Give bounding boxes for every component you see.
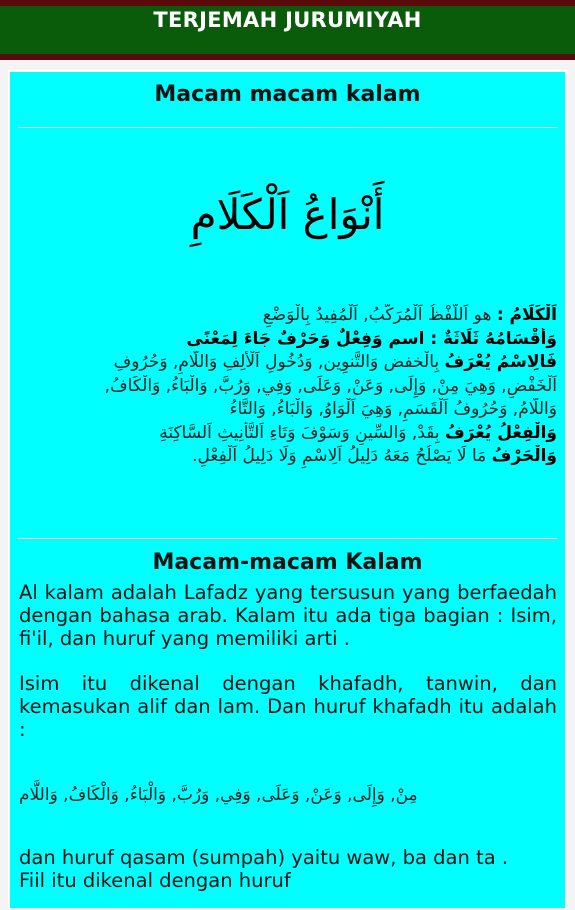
arabic-line: وَأَقْسَامُهُ ثَلَاثَةٌ : اسم وَفِعْلٌ وَحَرْفٌ جَاءَ لِمَعْنًى (186, 328, 557, 349)
arabic-line: وَاللَّامُ, وَحُرُوفُ اَلْقَسَمِ, وَهِيَ اَلْوَاوُ, وَالْبَاءُ, وَالتَّاءُ (229, 399, 557, 419)
paragraph: Fiil itu dikenal dengan huruf (19, 869, 291, 892)
app-bar (0, 0, 575, 60)
arabic-line: فَالِاسْمُ يُعْرَفُ بِالْخفض وَالتَّنوِين, وَدُخُولِ اَلْأَلِفِ وَاللَّامِ, وَحُرُوفِ (113, 352, 557, 372)
arabic-text-block (20, 304, 557, 469)
section-heading-1: Macam macam kalam (154, 82, 421, 107)
paragraph: Al kalam adalah Lafadz yang tersusun yang berfaedah dengan bahasa arab. Kalam itu ada tiga bagian : Isim, fi'il, dan huruf yang memiliki arti . (19, 581, 557, 650)
arabic-line: اَلْكَلَامُ : هو اَللَّفْظُ اَلْمُرَكَّبُ, اَلْمُفِيدُ بِالْوَضْعِ (262, 305, 557, 325)
arabic-title: أَنْوَاعُ اَلْكَلَامِ (190, 190, 385, 239)
app-title: TERJEMAH JURUMIYAH (153, 8, 422, 32)
paragraph: Isim itu dikenal dengan khafadh, tanwin, dan kemasukan alif dan lam. Dan huruf khafadh itu adalah : (19, 672, 557, 741)
arabic-line: اَلْخَفْضِ, وَهِيَ مِنْ, وَإِلَى, وَعَنْ, وَعَلَى, وَفِي, وَرُبَّ, وَالْبَاءُ, وَالْكَافُ, (104, 375, 557, 396)
paragraph: dan huruf qasam (sumpah) yaitu waw, ba dan ta . (19, 846, 509, 869)
arabic-line: وَالْحَرْفُ مَا لَا يَصْلُحُ مَعَهُ دَلِيلُ اَلِاسْمِ وَلَا دَلِيلُ اَلْفِعْلِ. (192, 446, 557, 466)
content-card[interactable] (8, 70, 567, 910)
arabic-line: وَالْفِعْلُ يُعْرَفُ بِقَدْ, وَالسِّينِ وَسَوْفَ وَتَاءِ اَلتَّأْنِيثِ اَلسَّاكِنَةِ (159, 422, 557, 443)
divider-1 (18, 127, 557, 128)
arabic-inline-text: مِنْ, وَإِلَى, وَعَنْ, وَعَلَى, وَفِي, وَرُبَّ, وَالْبَاءُ, وَالْكَافُ, وَاللَّام (19, 785, 418, 805)
divider-2 (18, 538, 557, 539)
section-heading-2: Macam-macam Kalam (152, 550, 423, 575)
